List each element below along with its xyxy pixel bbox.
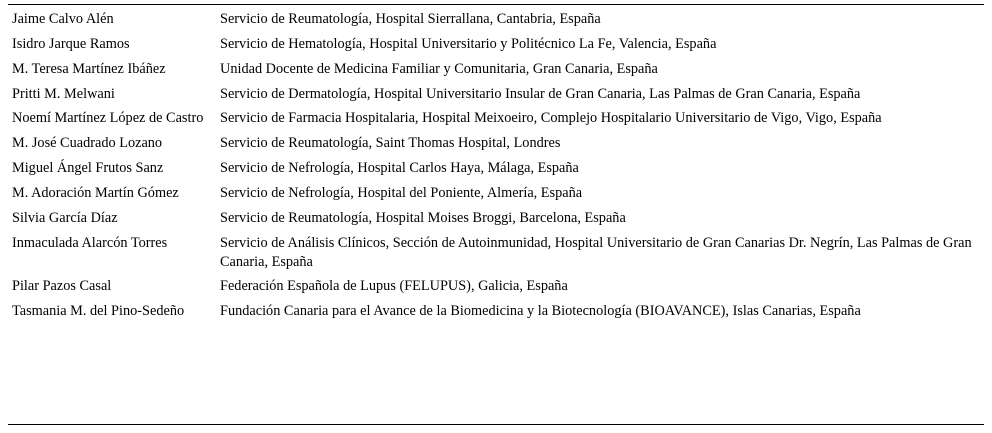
contributor-name: Jaime Calvo Alén: [12, 11, 114, 27]
table-row: [8, 109, 992, 134]
contributor-affiliation: Servicio de Hematología, Hospital Universitario y Politécnico La Fe, Valencia, España: [220, 35, 717, 52]
contributor-name: Miguel Ángel Frutos Sanz: [12, 160, 164, 177]
contributor-affiliation: Servicio de Reumatología, Hospital Moises Broggi, Barcelona, España: [220, 209, 626, 226]
table-bottom-border: [8, 424, 984, 425]
contributor-name: M. Teresa Martínez Ibáñez: [12, 60, 166, 77]
contributor-name: M. José Cuadrado Lozano: [12, 135, 163, 152]
contributor-name: Silvia García Díaz: [12, 209, 118, 226]
contributors-table: [8, 10, 992, 327]
contributor-name: M. Adoración Martín Gómez: [12, 185, 179, 202]
contributor-name: Pilar Pazos Casal: [12, 278, 112, 295]
contributor-name: Inmaculada Alarcón Torres: [12, 234, 168, 251]
contributor-affiliation: Servicio de Nefrología, Hospital del Poniente, Almería, España: [220, 185, 583, 202]
table-row: [8, 85, 992, 110]
table-row: [8, 35, 992, 60]
contributor-affiliation: Servicio de Farmacia Hospitalaria, Hospital Meixoeiro, Complejo Hospitalario Universitario de Vigo, Vigo, España: [220, 110, 882, 127]
table-row: [8, 277, 992, 302]
contributor-name: Tasmania M. del Pino-Sedeño: [12, 303, 185, 320]
table-row: [8, 134, 992, 159]
table-top-border: [8, 4, 984, 5]
contributor-name: Pritti M. Melwani: [12, 85, 115, 102]
contributors-table-body: [8, 10, 992, 327]
contributor-affiliation: Servicio de Nefrología, Hospital Carlos Haya, Málaga, España: [220, 160, 579, 177]
contributor-affiliation: Servicio de Reumatología, Saint Thomas Hospital, Londres: [220, 135, 561, 152]
contributor-name: Noemí Martínez López de Castro: [12, 110, 204, 127]
contributor-affiliation: Federación Española de Lupus (FELUPUS), Galicia, España: [220, 278, 568, 295]
table-row: [8, 209, 992, 234]
table-row: [8, 159, 992, 184]
table-row: [8, 184, 992, 209]
contributor-affiliation: Servicio de Reumatología, Hospital Sierrallana, Cantabria, España: [220, 11, 601, 27]
table-row: [8, 234, 992, 278]
contributor-affiliation: Fundación Canaria para el Avance de la Biomedicina y la Biotecnología (BIOAVANCE), Islas Canarias, España: [220, 303, 861, 320]
contributor-affiliation: Unidad Docente de Medicina Familiar y Comunitaria, Gran Canaria, España: [220, 60, 658, 77]
table-row: [8, 10, 992, 35]
contributor-name: Isidro Jarque Ramos: [12, 35, 130, 52]
table-row: [8, 60, 992, 85]
contributor-affiliation: Servicio de Análisis Clínicos, Sección de Autoinmunidad, Hospital Universitario de Gran Canarias Dr. Negrín, Las Palmas de Gran Canaria, España: [220, 234, 972, 270]
contributor-affiliation: Servicio de Dermatología, Hospital Universitario Insular de Gran Canaria, Las Palmas de Gran Canaria, España: [220, 85, 861, 102]
table-row: [8, 302, 992, 327]
